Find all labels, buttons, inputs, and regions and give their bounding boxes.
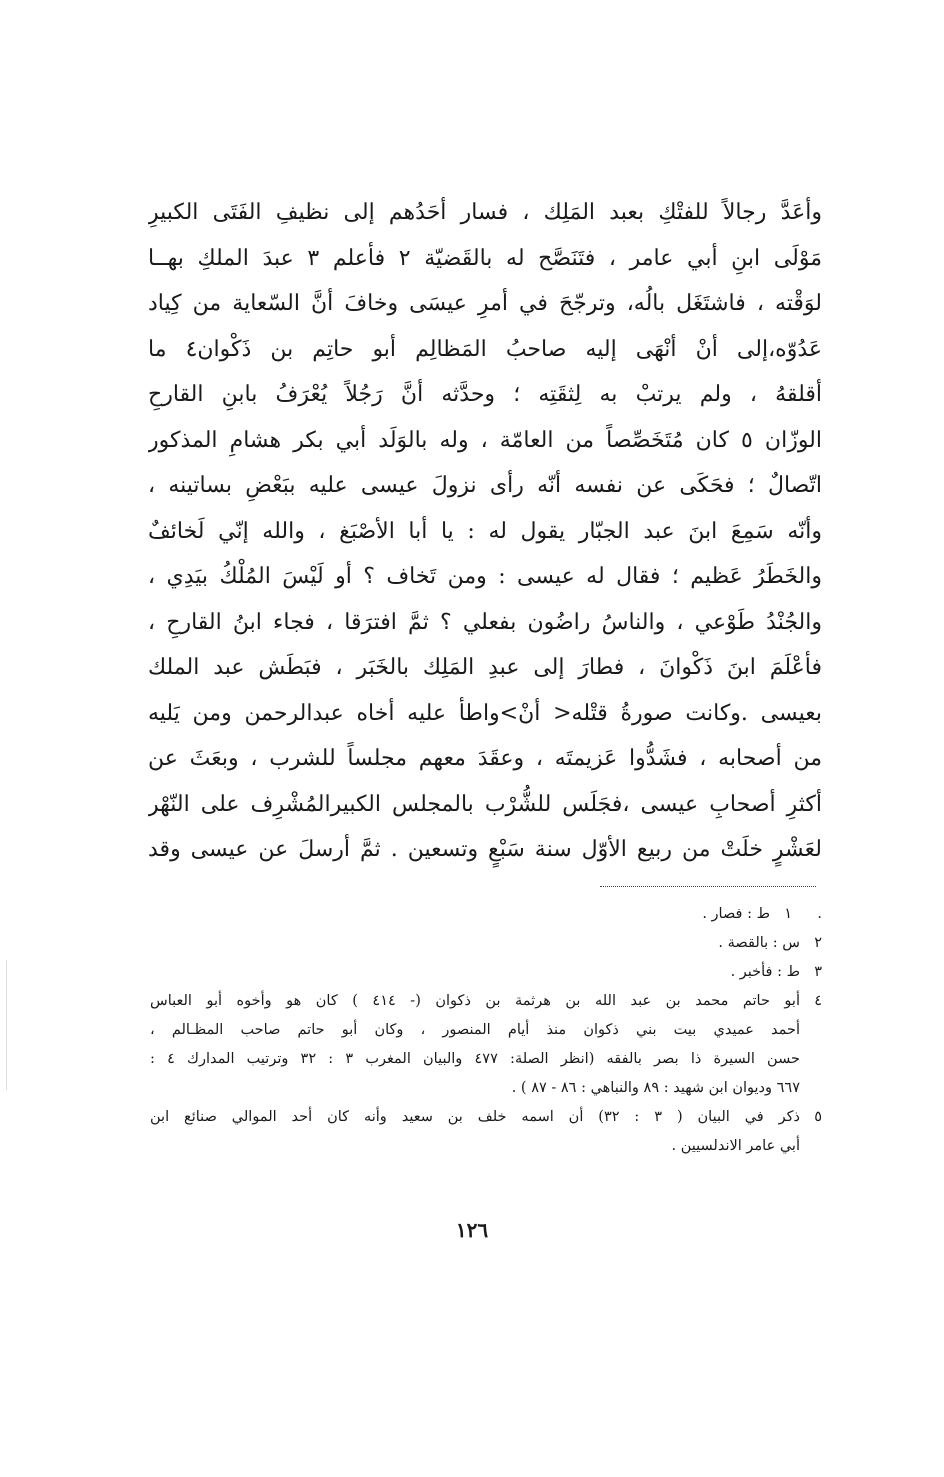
text-line: اتّصالٌ ؛ فحَكَى عن نفسه أنّه رأى نزولَ عيسى عليه ببَعْضِ بساتينه ، — [148, 473, 822, 498]
text-line: مَوْلَى ابنِ أبي عامر ، فتَنَصَّح له بالقَضيّة ٢ فأعلم ٣ عبدَ الملكِ بهــا — [148, 245, 822, 271]
footnote-line: أبي عامر الاندلسيين . — [671, 1138, 800, 1154]
text-line: عَدُوّه،إلى أنْ أنْهَى إليه صاحبُ المَظالِم أبو حاتِم بن ذَكْوان٤ ما — [148, 336, 822, 362]
text-line: لعَشْرٍ خلَتْ من ربيع الأوّل سنة سَبْعٍ وتسعين . ثمَّ أرسلَ عن عيسى وقد — [148, 837, 822, 862]
footnote-number: ٢ — [814, 935, 822, 951]
page-number: ١٢٦ — [455, 1218, 489, 1242]
footnote-text — [150, 900, 770, 929]
text-line: وأعَدَّ رجالاً للفتْكِ بعبد المَلِك ، فسار أحَدُهم إلى نظيفِ الفَتَى الكبيرِ — [148, 200, 822, 225]
text-line: والخَطَرُ عَظيم ؛ فقال له عيسى : ومن تَخاف ؟ أو لَيْسَ المُلْكُ بيَدِي ، — [148, 564, 822, 589]
footnote-text — [150, 1103, 800, 1161]
footnote-number: ١ — [784, 906, 792, 922]
text-line: فأعْلَمَ ابنَ ذَكْوانَ ، فطارَ إلى عبدِ المَلِك بالخَبَر ، فبَطَش عبد الملك — [148, 655, 822, 680]
footnote-number: ٤ — [814, 993, 822, 1009]
footnote-text — [150, 929, 800, 958]
footnote-line: ط : فأخبر . — [730, 964, 800, 980]
footnote — [150, 929, 822, 958]
footnote-divider — [600, 886, 816, 887]
text-line: وأنّه سَمِعَ ابنَ عبد الجبّار يقول له : يا أبا الأصْبَغ ، والله إنّي لَخائفٌ — [148, 518, 822, 544]
footnote-line: ط : فصار . — [702, 906, 770, 922]
footnote-number: ٥ — [814, 1109, 822, 1125]
footnote-text — [150, 958, 800, 987]
page-edge-line — [6, 960, 7, 1090]
footnote-line: حسن السيرة ذا بصر بالفقه (انظر الصلة: ٤٧٧ والبيان المغرب ٣ : ٣٢ وترتيب المدارك ٤ : — [150, 1051, 800, 1067]
text-line: بعيسى .وكانت صورةُ قتْله< أنْ>واطأ عليه أخاه عبدالرحمن ومن يَليه — [148, 700, 822, 726]
footnote-line: أبو حاتم محمد بن عبد الله بن هرثمة بن ذكوان (- ٤١٤ ) كان هو وأخوه أبو العباس — [150, 993, 800, 1009]
text-line: أقلقهُ ، ولم يرتبْ به لِثقَتِه ؛ وحدَّثه أنَّ رَجُلاً يُعْرَفُ بابنِ القارحِ — [148, 382, 822, 407]
main-text-block — [148, 190, 822, 873]
footnote — [150, 958, 822, 987]
footnotes-block — [150, 900, 822, 1161]
footnote-line: أحمد عميدي بيت بني ذكوان منذ أيام المنصور ، وكان أبو حاتم صاحب المظـالم ، — [150, 1022, 800, 1038]
footnote-text — [150, 987, 800, 1103]
footnote-mark: . — [817, 906, 822, 922]
text-line: أكثرِ أصحابِ عيسى ،فجَلَس للشُّرْب بالمجلس الكبيرالمُشْرِف على النّهْر — [148, 791, 822, 817]
footnote — [150, 1103, 822, 1161]
footnote-line: ذكر في البيان ( ٣ : ٣٢) أن اسمه خلف بن سعيد وأنه كان أحد الموالي صنائع ابن — [150, 1109, 800, 1125]
footnote-number: ٣ — [814, 964, 822, 980]
text-line: الوزّان ٥ كان مُتَخَصِّصاً من العامّة ، وله بالوَلَد أبي بكر هشامِ المذكور — [148, 427, 822, 453]
text-line: من أصحابه ، فشَدُّوا عَزيمتَه ، وعقَدَ معهم مجلساً للشرب ، وبعَثَ عن — [148, 746, 822, 771]
footnote — [150, 900, 822, 929]
footnote — [150, 987, 822, 1103]
footnote-line: ٦٦٧ وديوان ابن شهيد : ٨٩ والنباهي : ٨٦ - ٨٧ ) . — [511, 1080, 800, 1096]
footnote-line: س : بالقصة . — [718, 935, 800, 951]
text-line: لوَقْته ، فاشتَغَل بالُه، وترجّحَ في أمرِ عيسَى وخافَ أنَّ السّعاية من كِياد — [148, 291, 822, 316]
text-line: والجُنْدُ طَوْعي ، والناسُ راضُون بفعلي ؟ ثمَّ افترَقا ، فجاء ابنُ القارحِ ، — [148, 609, 822, 635]
